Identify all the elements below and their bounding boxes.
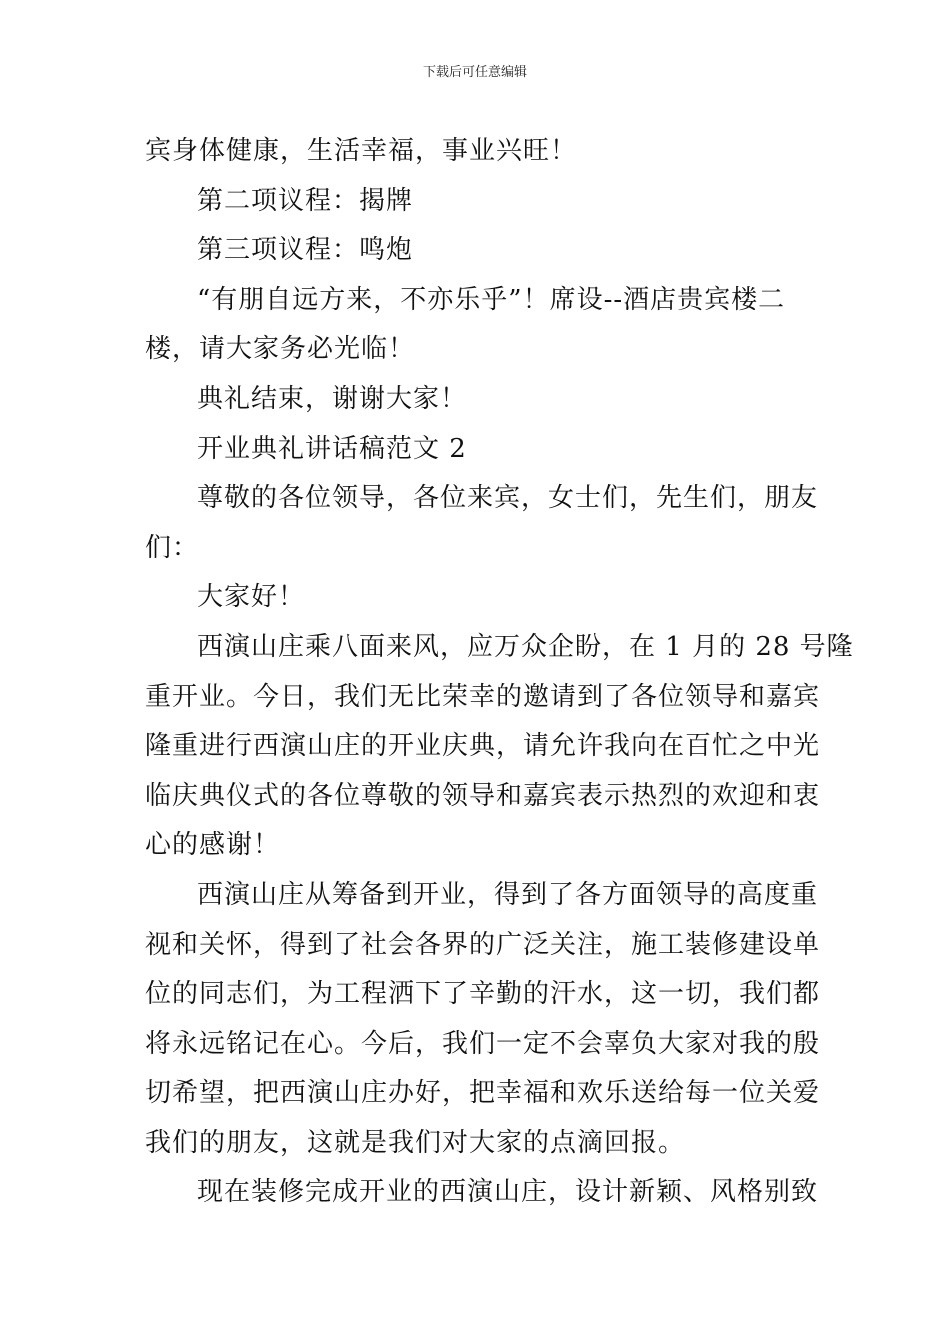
text-line: 将永远铭记在心。今后，我们一定不会辜负大家对我的殷 bbox=[145, 1028, 821, 1059]
text-line: 西演山庄乘八面来风，应万众企盼，在 1 月的 28 号隆 bbox=[197, 631, 854, 662]
text-line: 隆重进行西演山庄的开业庆典，请允许我向在百忙之中光 bbox=[145, 731, 821, 762]
text-line: 们： bbox=[145, 532, 200, 563]
text-line: 现在装修完成开业的西演山庄，设计新颖、风格别致 bbox=[197, 1177, 819, 1208]
text-line: 楼，请大家务必光临！ bbox=[145, 334, 416, 365]
text-line: 我们的朋友，这就是我们对大家的点滴回报。 bbox=[145, 1127, 686, 1158]
page-header: 下载后可任意编辑 bbox=[422, 65, 527, 80]
text-line: 切希望，把西演山庄办好，把幸福和欢乐送给每一位关爱 bbox=[145, 1078, 821, 1109]
text-line: 尊敬的各位领导，各位来宾，女士们，先生们，朋友 bbox=[197, 483, 819, 514]
text-line: 宾身体健康，生活幸福，事业兴旺！ bbox=[145, 136, 578, 166]
section-title: 开业典礼讲话稿范文 2 bbox=[197, 433, 467, 464]
text-line: “有朋自远方来，不亦乐乎”！席设--酒店贵宾楼二 bbox=[197, 284, 786, 315]
text-line: 大家好！ bbox=[197, 582, 306, 613]
text-line: 视和关怀，得到了社会各界的广泛关注，施工装修建设单 bbox=[145, 929, 821, 960]
text-line: 西演山庄从筹备到开业，得到了各方面领导的高度重 bbox=[197, 879, 819, 910]
text-line: 心的感谢！ bbox=[145, 830, 281, 861]
text-line: 典礼结束，谢谢大家！ bbox=[197, 383, 468, 414]
text-line: 重开业。今日，我们无比荣幸的邀请到了各位领导和嘉宾 bbox=[145, 681, 821, 712]
text-line: 临庆典仪式的各位尊敬的领导和嘉宾表示热烈的欢迎和衷 bbox=[145, 780, 821, 811]
text-line: 位的同志们，为工程洒下了辛勤的汗水，这一切，我们都 bbox=[145, 979, 821, 1010]
text-line: 第三项议程：鸣炮 bbox=[197, 235, 414, 266]
text-line: 第二项议程：揭牌 bbox=[197, 185, 414, 216]
document-body bbox=[145, 127, 854, 1218]
